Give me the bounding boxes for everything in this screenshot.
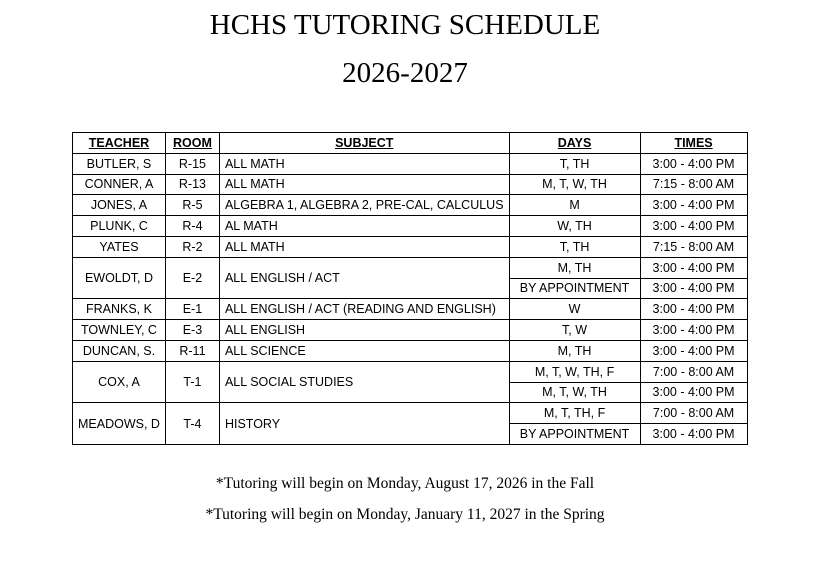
teacher-cell: JONES, A bbox=[73, 195, 166, 216]
times-cell: 3:00 - 4:00 PM bbox=[640, 382, 747, 403]
times-cell: 3:00 - 4:00 PM bbox=[640, 195, 747, 216]
header-room: ROOM bbox=[165, 133, 219, 154]
table-row bbox=[73, 236, 748, 257]
subject-cell: ALL MATH bbox=[219, 153, 509, 174]
header-subject: SUBJECT bbox=[219, 133, 509, 154]
times-cell: 7:00 - 8:00 AM bbox=[640, 361, 747, 382]
table-row bbox=[73, 320, 748, 341]
times-cell: 3:00 - 4:00 PM bbox=[640, 424, 747, 445]
days-cell: T, TH bbox=[509, 236, 640, 257]
subject-cell: ALL ENGLISH bbox=[219, 320, 509, 341]
room-cell: R-5 bbox=[165, 195, 219, 216]
times-cell: 3:00 - 4:00 PM bbox=[640, 278, 747, 299]
times-cell: 3:00 - 4:00 PM bbox=[640, 153, 747, 174]
table-row bbox=[73, 216, 748, 237]
subject-cell: ALL ENGLISH / ACT bbox=[219, 257, 509, 299]
teacher-cell: YATES bbox=[73, 236, 166, 257]
times-cell: 3:00 - 4:00 PM bbox=[640, 320, 747, 341]
days-cell: M, T, W, TH, F bbox=[509, 361, 640, 382]
table-row bbox=[73, 195, 748, 216]
days-cell: T, W bbox=[509, 320, 640, 341]
subject-cell: ALGEBRA 1, ALGEBRA 2, PRE-CAL, CALCULUS bbox=[219, 195, 509, 216]
table-row bbox=[73, 403, 748, 424]
table-row bbox=[73, 153, 748, 174]
days-cell: M, T, TH, F bbox=[509, 403, 640, 424]
teacher-cell: COX, A bbox=[73, 361, 166, 403]
days-cell: M, T, W, TH bbox=[509, 382, 640, 403]
teacher-cell: MEADOWS, D bbox=[73, 403, 166, 445]
teacher-cell: DUNCAN, S. bbox=[73, 340, 166, 361]
teacher-cell: TOWNLEY, C bbox=[73, 320, 166, 341]
times-cell: 7:15 - 8:00 AM bbox=[640, 174, 747, 195]
days-cell: W bbox=[509, 299, 640, 320]
tutoring-schedule-table bbox=[72, 132, 748, 445]
header-teacher: TEACHER bbox=[73, 133, 166, 154]
times-cell: 7:15 - 8:00 AM bbox=[640, 236, 747, 257]
times-cell: 3:00 - 4:00 PM bbox=[640, 340, 747, 361]
fall-start-note: *Tutoring will begin on Monday, August 17, 2026 in the Fall bbox=[215, 475, 595, 492]
room-cell: R-11 bbox=[165, 340, 219, 361]
days-cell: M, TH bbox=[509, 257, 640, 278]
subject-cell: ALL MATH bbox=[219, 236, 509, 257]
days-cell: M, T, W, TH bbox=[509, 174, 640, 195]
days-cell: M, TH bbox=[509, 340, 640, 361]
subject-cell: ALL SOCIAL STUDIES bbox=[219, 361, 509, 403]
room-cell: T-1 bbox=[165, 361, 219, 403]
room-cell: R-13 bbox=[165, 174, 219, 195]
table-row bbox=[73, 361, 748, 382]
days-cell: M bbox=[509, 195, 640, 216]
room-cell: E-3 bbox=[165, 320, 219, 341]
teacher-cell: PLUNK, C bbox=[73, 216, 166, 237]
times-cell: 3:00 - 4:00 PM bbox=[640, 257, 747, 278]
spring-start-note: *Tutoring will begin on Monday, January 11, 2027 in the Spring bbox=[205, 506, 605, 523]
room-cell: E-1 bbox=[165, 299, 219, 320]
teacher-cell: FRANKS, K bbox=[73, 299, 166, 320]
subject-cell: ALL ENGLISH / ACT (READING AND ENGLISH) bbox=[219, 299, 509, 320]
header-times: TIMES bbox=[640, 133, 747, 154]
room-cell: R-15 bbox=[165, 153, 219, 174]
days-cell: BY APPOINTMENT bbox=[509, 424, 640, 445]
table-row bbox=[73, 340, 748, 361]
teacher-cell: CONNER, A bbox=[73, 174, 166, 195]
subject-cell: ALL SCIENCE bbox=[219, 340, 509, 361]
table-row bbox=[73, 174, 748, 195]
teacher-cell: BUTLER, S bbox=[73, 153, 166, 174]
days-cell: W, TH bbox=[509, 216, 640, 237]
page-title: HCHS TUTORING SCHEDULE bbox=[209, 9, 601, 41]
days-cell: T, TH bbox=[509, 153, 640, 174]
header-row bbox=[73, 133, 748, 154]
subject-cell: ALL MATH bbox=[219, 174, 509, 195]
teacher-cell: EWOLDT, D bbox=[73, 257, 166, 299]
room-cell: T-4 bbox=[165, 403, 219, 445]
times-cell: 3:00 - 4:00 PM bbox=[640, 216, 747, 237]
times-cell: 3:00 - 4:00 PM bbox=[640, 299, 747, 320]
header-days: DAYS bbox=[509, 133, 640, 154]
subject-cell: HISTORY bbox=[219, 403, 509, 445]
school-year: 2026-2027 bbox=[342, 57, 468, 89]
table-row bbox=[73, 257, 748, 278]
room-cell: R-4 bbox=[165, 216, 219, 237]
schedule-body bbox=[73, 153, 748, 444]
table-row bbox=[73, 299, 748, 320]
times-cell: 7:00 - 8:00 AM bbox=[640, 403, 747, 424]
room-cell: E-2 bbox=[165, 257, 219, 299]
days-cell: BY APPOINTMENT bbox=[509, 278, 640, 299]
room-cell: R-2 bbox=[165, 236, 219, 257]
subject-cell: AL MATH bbox=[219, 216, 509, 237]
